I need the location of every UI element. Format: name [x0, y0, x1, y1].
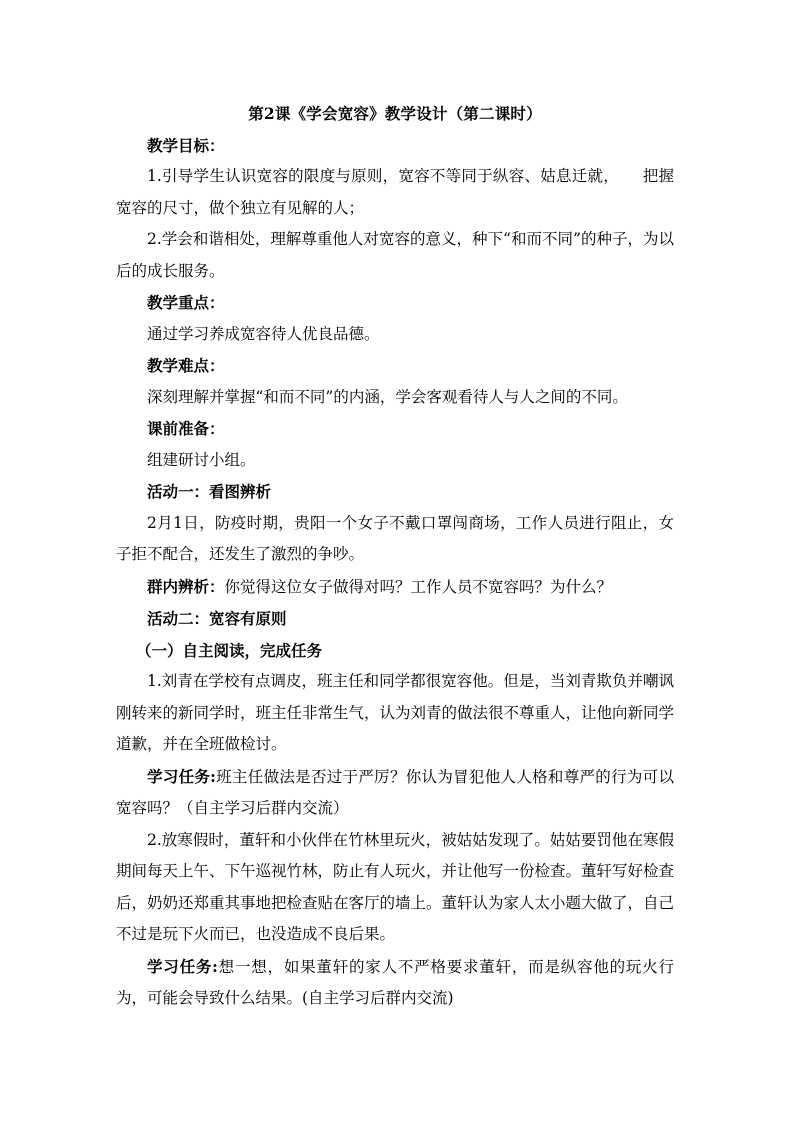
- key-points-heading: 教学重点：: [147, 293, 225, 312]
- difficulty-heading: 教学难点：: [147, 356, 225, 375]
- goal-2-text: 2.学会和谐相处，理解尊重他人对宽容的意义，种下“和而不同”的种子，为以后的成长服务。: [116, 230, 674, 280]
- difficulty-text: 深刻理解并掌握“和而不同”的内涵，学会客观看待人与人之间的不同。: [147, 387, 628, 406]
- key-points-text: 通过学习养成宽容待人优良品德。: [147, 324, 380, 343]
- document-title: 第2课《学会宽容》教学设计（第二课时）: [248, 104, 542, 123]
- task-2-text: 想一想，如果董轩的家人不严格要求董轩，而是纵容他的玩火行为，可能会导致什么结果。(自主学习后群内交流): [116, 957, 674, 1007]
- task-2-label: 学习任务:: [147, 956, 218, 976]
- group-discussion-text: 你觉得这位女子做得对吗？工作人员不宽容吗？为什么？: [224, 577, 613, 596]
- activity-2-heading: 活动二：宽容有原则: [147, 609, 287, 628]
- goal-1-text: 1.引导学生认识宽容的限度与原则，宽容不等同于纵容、姑息迁就， 把握宽容的尺寸，做个独立有见解的人；: [116, 167, 674, 217]
- task-1: [116, 761, 674, 825]
- document-page: [116, 98, 674, 1015]
- group-discussion-label: 群内辨析：: [147, 576, 225, 596]
- preparation-heading: 课前准备：: [147, 419, 225, 438]
- activity-1-text: 2月1日，防疫时期，贵阳一个女子不戴口罩闯商场，工作人员进行阻止，女子拒不配合，还发生了激烈的争吵。: [116, 513, 674, 563]
- goals-heading: 教学目标：: [147, 135, 225, 155]
- group-discussion: [116, 571, 674, 604]
- section-1-heading: （一）自主阅读，完成任务: [136, 640, 323, 660]
- task-2: [116, 951, 674, 1015]
- case-2-text: 2.放寒假时，董轩和小伙伴在竹林里玩火，被姑姑发现了。姑姑要罚他在寒假期间每天上午、下午巡视竹林，防止有人玩火，并让他写一份检查。董轩写好检查后，奶奶还郑重其事地把检查贴在客厅的墙上。董轩认为家人太小题大做了，自己不过是玩下火而已，也没造成不良后果。: [116, 830, 675, 943]
- preparation-text: 组建研讨小组。: [147, 450, 256, 469]
- case-1-text: 1.刘青在学校有点调皮，班主任和同学都很宽容他。但是，当刘青欺负并嘲讽刚转来的新同学时，班主任非常生气，认为刘青的做法很不尊重人，让他向新同学道歉，并在全班做检讨。: [116, 672, 675, 753]
- task-1-label: 学习任务:: [147, 766, 216, 786]
- activity-1-heading: 活动一：看图辨析: [147, 482, 272, 501]
- task-1-text: 班主任做法是否过于严厉？你认为冒犯他人人格和尊严的行为可以宽容吗？（自主学习后群内交流）: [116, 767, 674, 817]
